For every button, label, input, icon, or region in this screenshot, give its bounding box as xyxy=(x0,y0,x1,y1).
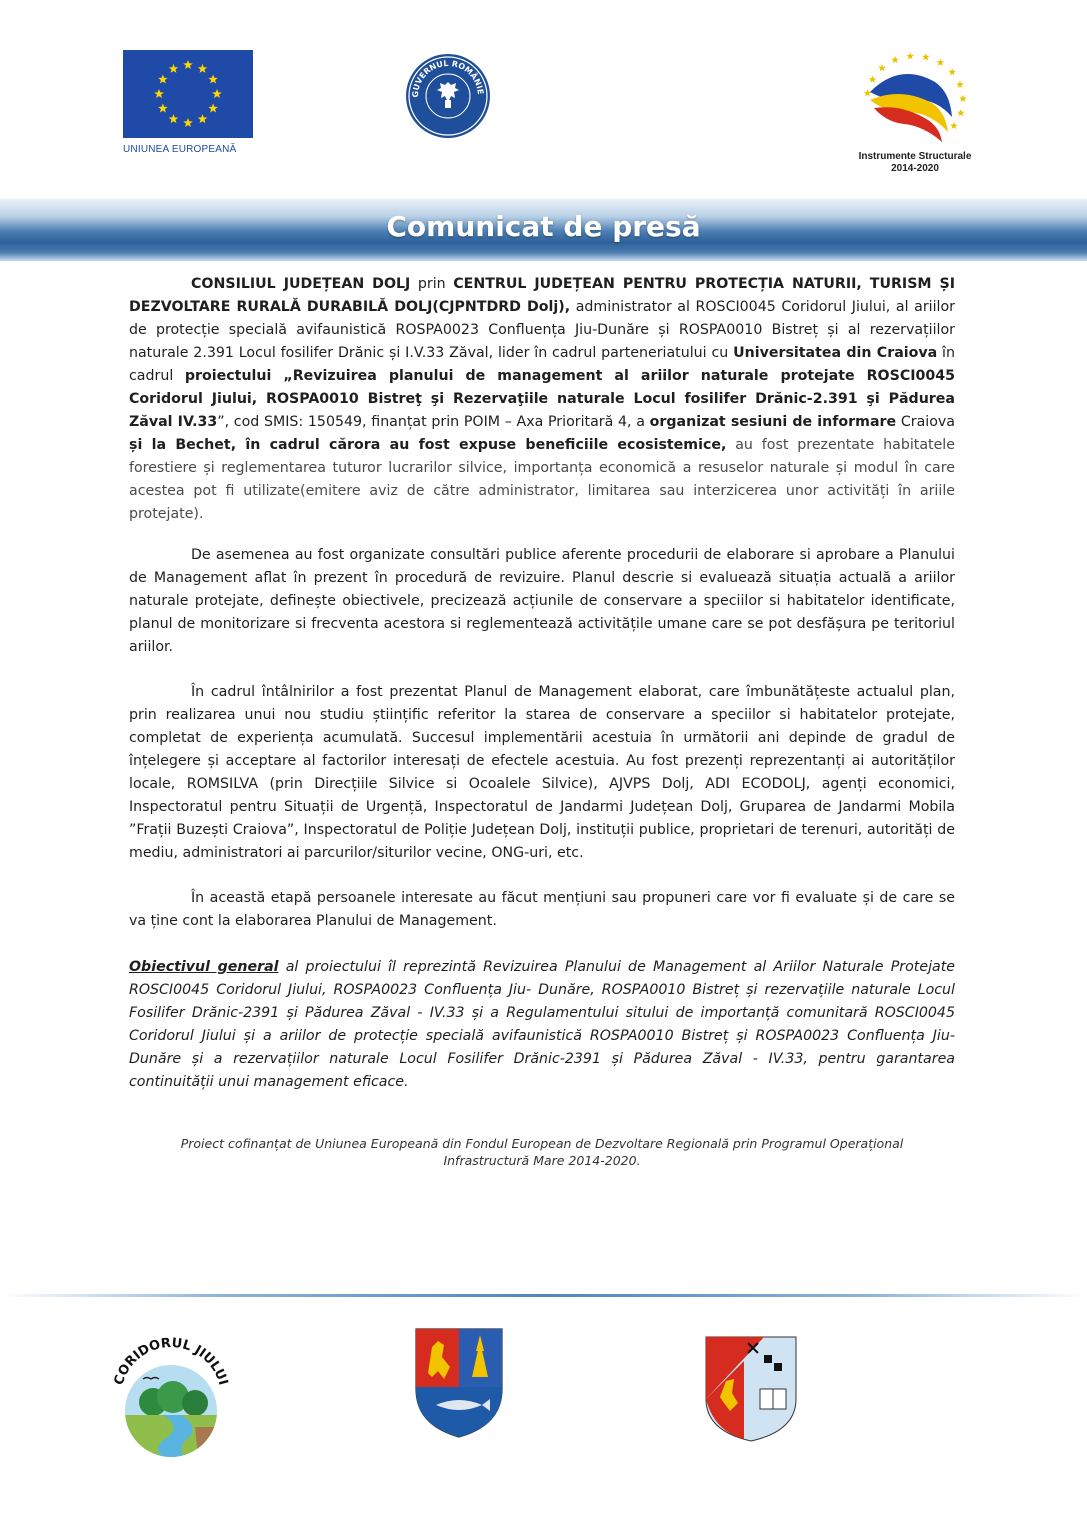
p1-text: ”, cod SMIS: 150549, finanțat prin POIM – Axa Prioritară 4, a xyxy=(217,414,650,430)
paragraph-3 xyxy=(129,681,955,865)
eu-star-icon xyxy=(198,114,208,123)
p2-text: De asemenea au fost organizate consultări publice aferente procedurii de elaborare si aprobare a Planului de Management aflat în prezent în procedură de revizuire. Planul descrie si evaluează situația actuală a ariilor naturale protejate, definește obiectivele, precizează acțiunile de conservare a speciilor si habitatelor identificate, planul de monitorizare si frecventa acestora si reglementează activitățile umane care se pot desfășura pe teritoriul ariilor. xyxy=(129,547,955,655)
paragraph-2 xyxy=(129,544,955,659)
eu-star-icon xyxy=(208,75,218,84)
p4-text: În această etapă persoanele interesate au făcut mențiuni sau propuneri care vor fi evaluate și de care se va ține cont la elaborarea Planului de Management. xyxy=(129,890,955,929)
p1-sessions: organizat sesiuni de informare xyxy=(649,414,897,430)
eu-star-icon xyxy=(183,118,193,127)
objective-paragraph xyxy=(129,956,955,1094)
coridorul-jiului-text: CORIDORUL JIULUI xyxy=(111,1335,231,1388)
objective-label: Obiectivul general xyxy=(129,959,279,975)
is-caption-line1: Instrumente Structurale xyxy=(858,151,972,162)
p1-text: au fost prezentate habitatele forestiere și reglementarea tuturor lucrarilor silvice, importanța economică a resuselor naturale și modul în care acestea pot fi utilizate(emitere aviz de către administrator, limitarea sau interzicerea unor activități în ariile protejate). xyxy=(129,437,955,522)
p1-text: Craiova xyxy=(896,414,955,430)
funding-note xyxy=(129,1135,955,1169)
is-star-icon xyxy=(956,81,964,88)
eu-star-icon xyxy=(208,104,218,113)
eu-star-icon xyxy=(158,104,168,113)
craiova-coat-of-arms xyxy=(704,1333,798,1443)
eu-star-icon xyxy=(158,75,168,84)
paragraph-1 xyxy=(129,273,955,526)
is-star-icon xyxy=(878,64,886,71)
eu-star-icon xyxy=(198,64,208,73)
eu-flag-icon xyxy=(123,50,253,138)
funding-note-line1: Proiect cofinanțat de Uniunea Europeană din Fondul European de Dezvoltare Regională prin Programul Operațional xyxy=(180,1136,904,1151)
objective-text: al proiectului îl reprezintă Revizuirea Planului de Management al Ariilor Naturale Protejate ROSCI0045 Coridorul Jiului, ROSPA0023 Confluența Jiu- Dunăre, ROSPA0010 Bistreț și rezervațiile naturale Locul Fosilifer Drănic-2391 și Pădurea Zăval - IV.33 și a Regulamentului sitului de importanță comunitară ROSCI0045 Coridorul Jiului și a ariilor de protecție specială avifaunistică ROSPA0010 Bistreț și ROSPA0023 Confluența Jiu-Dunăre și a rezervațiilor naturale Locul Fosilifer Drănic-2391 și Pădurea Zăval - IV.33, pentru garantarea continuității unui management eficace. xyxy=(129,959,955,1090)
is-star-icon xyxy=(922,53,930,60)
eu-star-icon xyxy=(183,60,193,69)
p1-project-title: proiectului „Revizuirea planului de management al ariilor naturale protejate ROSCI0045 Coridorul Jiului, ROSPA0010 Bistreţ şi Rezervaţiile naturale Locul fosilifer Drănic-2.391 şi Pădurea Zăval IV.33 xyxy=(129,368,956,430)
funding-note-line2: Infrastructură Mare 2014-2020. xyxy=(443,1153,641,1168)
gov-seal-text: GUVERNUL ROMÂNIE xyxy=(410,58,486,98)
is-star-icon xyxy=(950,122,958,129)
is-star-icon xyxy=(906,52,914,59)
p1-text: administrator al ROSCI0045 Coridorul Jiului, al ariilor de protecție specială avifaunistică ROSPA0023 Confluența Jiu-Dunăre și ROSPA0010 Bistreț și al rezervațiilor naturale 2.391 Locul fosilifer Drănic și I.V.33 Zăval, lider în cadrul parteneriatului cu xyxy=(129,299,956,361)
p1-cj-dolj: CONSILIUL JUDEȚEAN DOLJ xyxy=(191,276,411,292)
paragraph-4 xyxy=(129,887,955,933)
p1-university: Universitatea din Craiova xyxy=(733,345,938,361)
instrumente-structurale-logo xyxy=(840,42,990,177)
structural-instruments-emblem-icon xyxy=(840,42,990,147)
is-caption-line2: 2014-2020 xyxy=(891,163,939,174)
eu-logo xyxy=(123,50,255,155)
eu-star-icon xyxy=(169,114,179,123)
coridorul-jiului-logo xyxy=(103,1327,238,1462)
is-star-icon xyxy=(937,59,945,66)
footer-separator xyxy=(0,1294,1087,1297)
eu-star-icon xyxy=(154,89,164,98)
is-star-icon xyxy=(957,109,965,116)
is-star-icon xyxy=(869,75,877,82)
p1-cjpntdrd: CENTRUL JUDEȚEAN PENTRU PROTECȚIA NATURII, TURISM ȘI DEZVOLTARE RURALĂ DURABILĂ DOLJ(CJPNTDRD Dolj), xyxy=(129,276,956,315)
p1-text: în cadrul xyxy=(129,345,955,384)
page-title: Comunicat de presă xyxy=(386,210,701,243)
is-star-icon xyxy=(959,95,967,102)
eu-star-icon xyxy=(212,89,222,98)
eu-caption: UNIUNEA EUROPEANĂ xyxy=(123,144,237,155)
p1-bechet: și la Bechet, în cadrul cărora au fost expuse beneficiile ecosistemice, xyxy=(129,437,727,453)
p3-text: În cadrul întâlnirilor a fost prezentat Planul de Management elaborat, care îmbunătățeste actualul plan, prin realizarea unui nou studiu științific referitor la starea de conservare a speciilor si habitatelor protejate, completat de experiența acumulată. Succesul implementării acestuia în următorii ani depinde de gradul de înțelegere și acceptare al factorilor interesați de efectele acestuia. Au fost prezenți reprezentanți ai autorităților locale, ROMSILVA (prin Direcțiile Silvice si Ocoalele Silvice), AJVPS Dolj, ADI ECODOLJ, agenți economici, Inspectoratul pentru Situații de Urgență, Inspectoratul de Jandarmi Județean Dolj, Gruparea de Jandarmi Mobila ”Frații Buzești Craiova”, Inspectoratul de Poliție Județean Dolj, instituții publice, proprietari de terenuri, autorități de mediu, administratori ai parcurilor/siturilor vecine, ONG-uri, etc. xyxy=(129,684,955,861)
is-star-icon xyxy=(891,56,899,63)
is-star-icon xyxy=(948,68,956,75)
is-star-icon xyxy=(864,89,872,96)
government-of-romania-logo xyxy=(404,52,492,140)
p1-text: prin xyxy=(410,276,454,292)
dolj-county-coat-of-arms xyxy=(414,1327,504,1439)
eu-star-icon xyxy=(169,64,179,73)
